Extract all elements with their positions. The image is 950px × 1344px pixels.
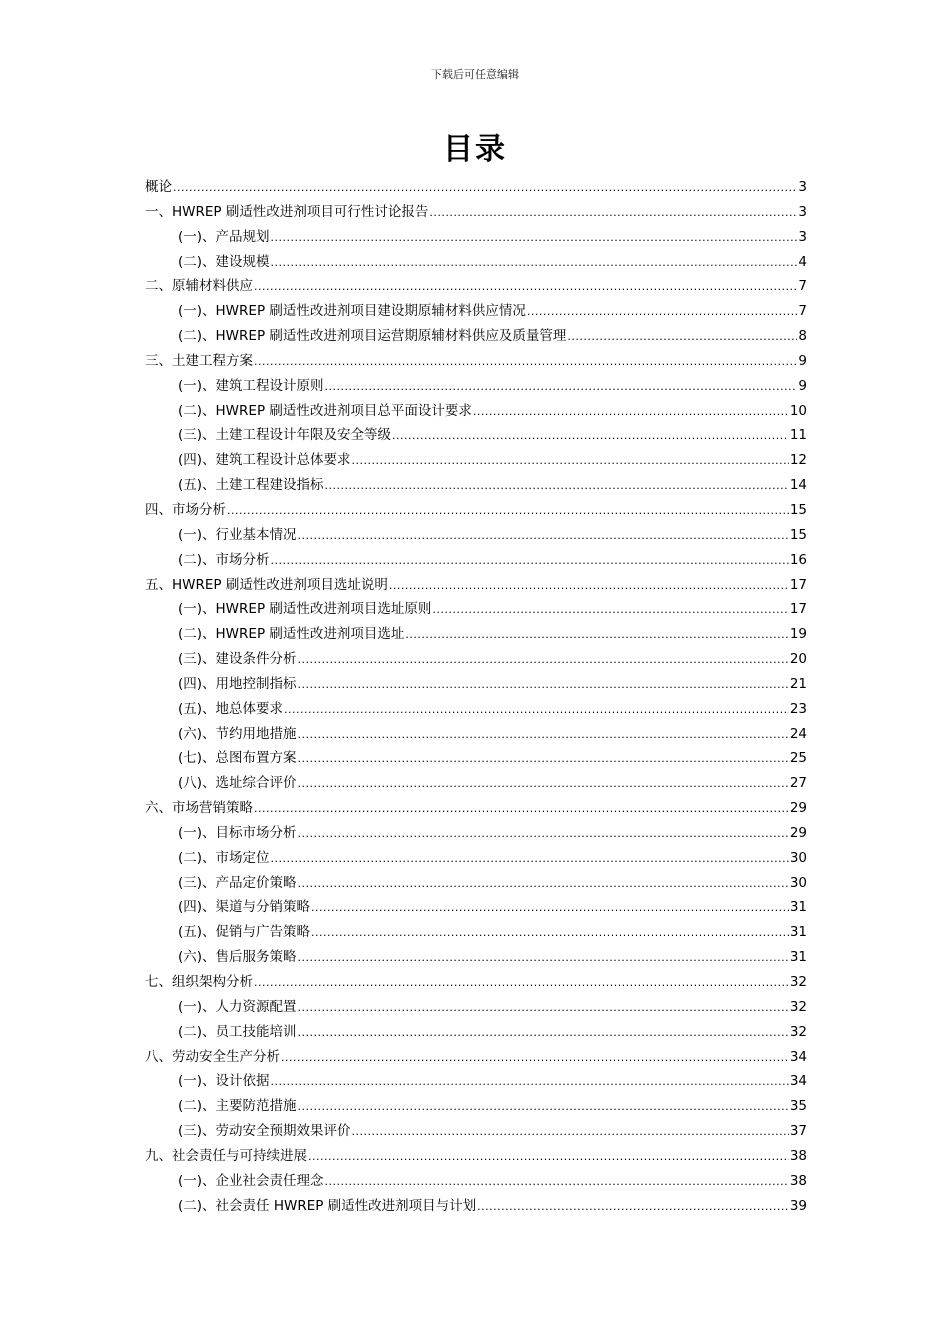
toc-entry-text: (一)、人力资源配置 [178, 998, 297, 1015]
toc-entry[interactable] [145, 1020, 807, 1045]
toc-entry-text: (三)、劳动安全预期效果评价 [178, 1123, 351, 1140]
toc-entry-text: 五、HWREP 刷适性改进剂项目选址说明 [145, 576, 388, 593]
toc-dot-leader [173, 176, 797, 201]
toc-entry-page-number: 27 [789, 775, 807, 792]
toc-entry[interactable] [145, 846, 807, 871]
toc-dot-leader [298, 1095, 789, 1120]
toc-entry-page-number: 38 [789, 1172, 807, 1189]
toc-entry-page-number: 32 [789, 1023, 807, 1040]
toc-entry-page-number: 24 [789, 725, 807, 742]
toc-entry[interactable] [145, 523, 807, 548]
toc-entry-text: 二、原辅材料供应 [145, 278, 253, 295]
toc-entry-text: (一)、建筑工程设计原则 [178, 377, 324, 394]
toc-entry-text: (一)、设计依据 [178, 1073, 270, 1090]
toc-entry-text: (一)、企业社会责任理念 [178, 1172, 324, 1189]
toc-entry-text: (一)、HWREP 刷适性改进剂项目选址原则 [178, 601, 432, 618]
toc-dot-leader [477, 1195, 789, 1220]
toc-entry-page-number: 29 [789, 800, 807, 817]
toc-entry-page-number: 7 [798, 303, 807, 320]
toc-dot-leader [352, 1120, 789, 1145]
toc-entry[interactable] [145, 225, 807, 250]
toc-entry[interactable] [145, 1169, 807, 1194]
toc-entry-text: (二)、社会责任 HWREP 刷适性改进剂项目与计划 [178, 1197, 477, 1214]
toc-entry-page-number: 11 [789, 427, 807, 444]
toc-entry[interactable] [145, 374, 807, 399]
toc-entry[interactable] [145, 821, 807, 846]
toc-dot-leader [325, 1170, 789, 1195]
toc-entry-text: 三、土建工程方案 [145, 352, 253, 369]
toc-entry-text: (六)、售后服务策略 [178, 949, 297, 966]
toc-entry-text: (一)、产品规划 [178, 228, 270, 245]
toc-entry-text: 七、组织架构分析 [145, 974, 253, 990]
toc-dot-leader [271, 251, 798, 276]
toc-dot-leader [227, 499, 789, 524]
toc-entry-page-number: 19 [789, 626, 807, 643]
toc-entry-text: (三)、建设条件分析 [178, 651, 297, 668]
toc-dot-leader [392, 424, 789, 449]
toc-entry-text: (五)、促销与广告策略 [178, 924, 311, 941]
toc-entry-page-number: 29 [789, 824, 807, 841]
toc-dot-leader [298, 946, 789, 971]
toc-entry[interactable] [145, 1119, 807, 1144]
toc-dot-leader [432, 598, 788, 623]
toc-entry[interactable] [145, 995, 807, 1020]
toc-entry-text: (四)、渠道与分销策略 [178, 899, 311, 916]
toc-entry[interactable] [145, 945, 807, 970]
toc-entry-page-number: 15 [789, 526, 807, 543]
toc-entry[interactable] [145, 274, 807, 299]
toc-entry-page-number: 34 [789, 1048, 807, 1065]
toc-entry[interactable] [145, 324, 807, 349]
toc-dot-leader [352, 449, 789, 474]
toc-entry-page-number: 3 [798, 203, 807, 220]
toc-entry-page-number: 3 [798, 179, 807, 195]
toc-entry-text: (二)、HWREP 刷适性改进剂项目运营期原辅材料供应及质量管理 [178, 328, 567, 345]
toc-dot-leader [271, 1070, 789, 1095]
toc-entry[interactable] [145, 1194, 807, 1219]
toc-dot-leader [254, 275, 797, 300]
toc-entry[interactable] [145, 796, 807, 821]
toc-entry-page-number: 3 [798, 228, 807, 245]
toc-dot-leader [254, 971, 789, 996]
toc-entry[interactable] [145, 573, 807, 598]
table-of-contents [145, 175, 807, 1218]
toc-entry-page-number: 31 [789, 949, 807, 966]
toc-title: 目录 [443, 132, 507, 167]
toc-entry[interactable] [145, 423, 807, 448]
toc-entry-page-number: 16 [789, 551, 807, 568]
toc-entry[interactable] [145, 175, 807, 200]
toc-entry-text: (二)、主要防范措施 [178, 1098, 297, 1115]
toc-entry[interactable] [145, 746, 807, 771]
toc-entry-text: (二)、HWREP 刷适性改进剂项目总平面设计要求 [178, 402, 472, 419]
toc-dot-leader [254, 350, 797, 375]
toc-dot-leader [284, 698, 789, 723]
toc-entry[interactable] [145, 1069, 807, 1094]
toc-entry[interactable] [145, 647, 807, 672]
toc-entry-page-number: 12 [789, 452, 807, 469]
toc-entry[interactable] [145, 1094, 807, 1119]
toc-dot-leader [298, 648, 789, 673]
toc-entry-text: (四)、建筑工程设计总体要求 [178, 452, 351, 469]
toc-entry-text: (五)、地总体要求 [178, 700, 284, 717]
toc-dot-leader [298, 723, 789, 748]
toc-entry[interactable] [145, 498, 807, 523]
toc-entry-text: 九、社会责任与可持续进展 [145, 1147, 307, 1164]
toc-entry-text: (一)、目标市场分析 [178, 824, 297, 841]
toc-dot-leader [298, 524, 789, 549]
toc-entry-text: (七)、总图布置方案 [178, 750, 297, 767]
toc-entry[interactable] [145, 473, 807, 498]
toc-entry-page-number: 20 [789, 651, 807, 668]
toc-entry-page-number: 8 [798, 328, 807, 345]
toc-entry-page-number: 15 [789, 501, 807, 518]
toc-entry-page-number: 32 [789, 998, 807, 1015]
toc-entry[interactable] [145, 895, 807, 920]
toc-entry[interactable] [145, 349, 807, 374]
toc-dot-leader [298, 1021, 789, 1046]
toc-entry-page-number: 30 [789, 874, 807, 891]
toc-entry-page-number: 21 [789, 675, 807, 692]
toc-entry-text: (二)、员工技能培训 [178, 1023, 297, 1040]
toc-entry-text: (二)、市场分析 [178, 551, 270, 568]
toc-dot-leader [271, 226, 798, 251]
toc-entry-text: 一、HWREP 刷适性改进剂项目可行性讨论报告 [145, 203, 429, 220]
toc-entry[interactable] [145, 920, 807, 945]
toc-entry-text: (六)、节约用地措施 [178, 725, 297, 742]
toc-entry[interactable] [145, 622, 807, 647]
toc-entry-page-number: 23 [789, 700, 807, 717]
toc-entry-page-number: 39 [789, 1197, 807, 1214]
toc-entry-page-number: 30 [789, 849, 807, 866]
toc-entry-page-number: 9 [798, 352, 807, 369]
toc-entry[interactable] [145, 548, 807, 573]
toc-dot-leader [298, 872, 789, 897]
toc-dot-leader [298, 822, 789, 847]
toc-entry-text: (二)、市场定位 [178, 849, 270, 866]
toc-dot-leader [298, 772, 789, 797]
toc-entry[interactable] [145, 597, 807, 622]
toc-dot-leader [298, 996, 789, 1021]
toc-entry[interactable] [145, 771, 807, 796]
toc-entry[interactable] [145, 448, 807, 473]
toc-entry-page-number: 7 [798, 278, 807, 295]
toc-dot-leader [405, 623, 788, 648]
toc-entry-page-number: 34 [789, 1073, 807, 1090]
toc-dot-leader [298, 747, 789, 772]
toc-entry[interactable] [145, 250, 807, 275]
toc-dot-leader [325, 375, 798, 400]
toc-entry[interactable] [145, 672, 807, 697]
toc-dot-leader [527, 300, 798, 325]
toc-entry-text: (三)、土建工程设计年限及安全等级 [178, 427, 392, 444]
toc-entry-text: (四)、用地控制指标 [178, 675, 297, 692]
toc-entry-text: 四、市场分析 [145, 501, 226, 518]
toc-entry[interactable] [145, 1045, 807, 1070]
toc-entry-text: 概论 [145, 179, 172, 195]
toc-dot-leader [473, 400, 789, 425]
toc-entry-page-number: 38 [789, 1147, 807, 1164]
toc-dot-leader [308, 1145, 789, 1170]
toc-entry-page-number: 9 [798, 377, 807, 394]
toc-entry[interactable] [145, 1144, 807, 1169]
toc-entry-page-number: 25 [789, 750, 807, 767]
toc-entry[interactable] [145, 697, 807, 722]
toc-entry[interactable] [145, 722, 807, 747]
toc-entry-page-number: 32 [789, 974, 807, 990]
toc-entry[interactable] [145, 871, 807, 896]
toc-dot-leader [389, 574, 789, 599]
toc-entry-text: (一)、行业基本情况 [178, 526, 297, 543]
toc-entry-page-number: 4 [798, 253, 807, 270]
toc-dot-leader [311, 921, 789, 946]
toc-entry-page-number: 14 [789, 477, 807, 494]
toc-dot-leader [325, 474, 789, 499]
toc-entry[interactable] [145, 200, 807, 225]
toc-dot-leader [311, 896, 789, 921]
toc-entry-page-number: 35 [789, 1098, 807, 1115]
toc-dot-leader [429, 201, 797, 226]
toc-entry-page-number: 31 [789, 924, 807, 941]
toc-dot-leader [298, 673, 789, 698]
page-header-note: 下载后可任意编辑 [431, 68, 519, 81]
toc-entry-page-number: 17 [789, 601, 807, 618]
toc-entry[interactable] [145, 299, 807, 324]
toc-entry-text: (五)、土建工程建设指标 [178, 477, 324, 494]
toc-entry-text: (八)、选址综合评价 [178, 775, 297, 792]
toc-dot-leader [281, 1046, 789, 1071]
toc-entry-page-number: 37 [789, 1123, 807, 1140]
toc-entry-page-number: 10 [789, 402, 807, 419]
toc-dot-leader [567, 325, 797, 350]
toc-entry-text: 八、劳动安全生产分析 [145, 1048, 280, 1065]
toc-dot-leader [254, 797, 789, 822]
toc-entry-text: 六、市场营销策略 [145, 800, 253, 817]
toc-entry[interactable] [145, 399, 807, 424]
toc-entry[interactable] [145, 970, 807, 995]
toc-entry-text: (二)、建设规模 [178, 253, 270, 270]
toc-entry-page-number: 31 [789, 899, 807, 916]
toc-entry-text: (一)、HWREP 刷适性改进剂项目建设期原辅材料供应情况 [178, 303, 526, 320]
toc-dot-leader [271, 549, 789, 574]
toc-dot-leader [271, 847, 789, 872]
toc-entry-page-number: 17 [789, 576, 807, 593]
toc-entry-text: (三)、产品定价策略 [178, 874, 297, 891]
toc-entry-text: (二)、HWREP 刷适性改进剂项目选址 [178, 626, 405, 643]
